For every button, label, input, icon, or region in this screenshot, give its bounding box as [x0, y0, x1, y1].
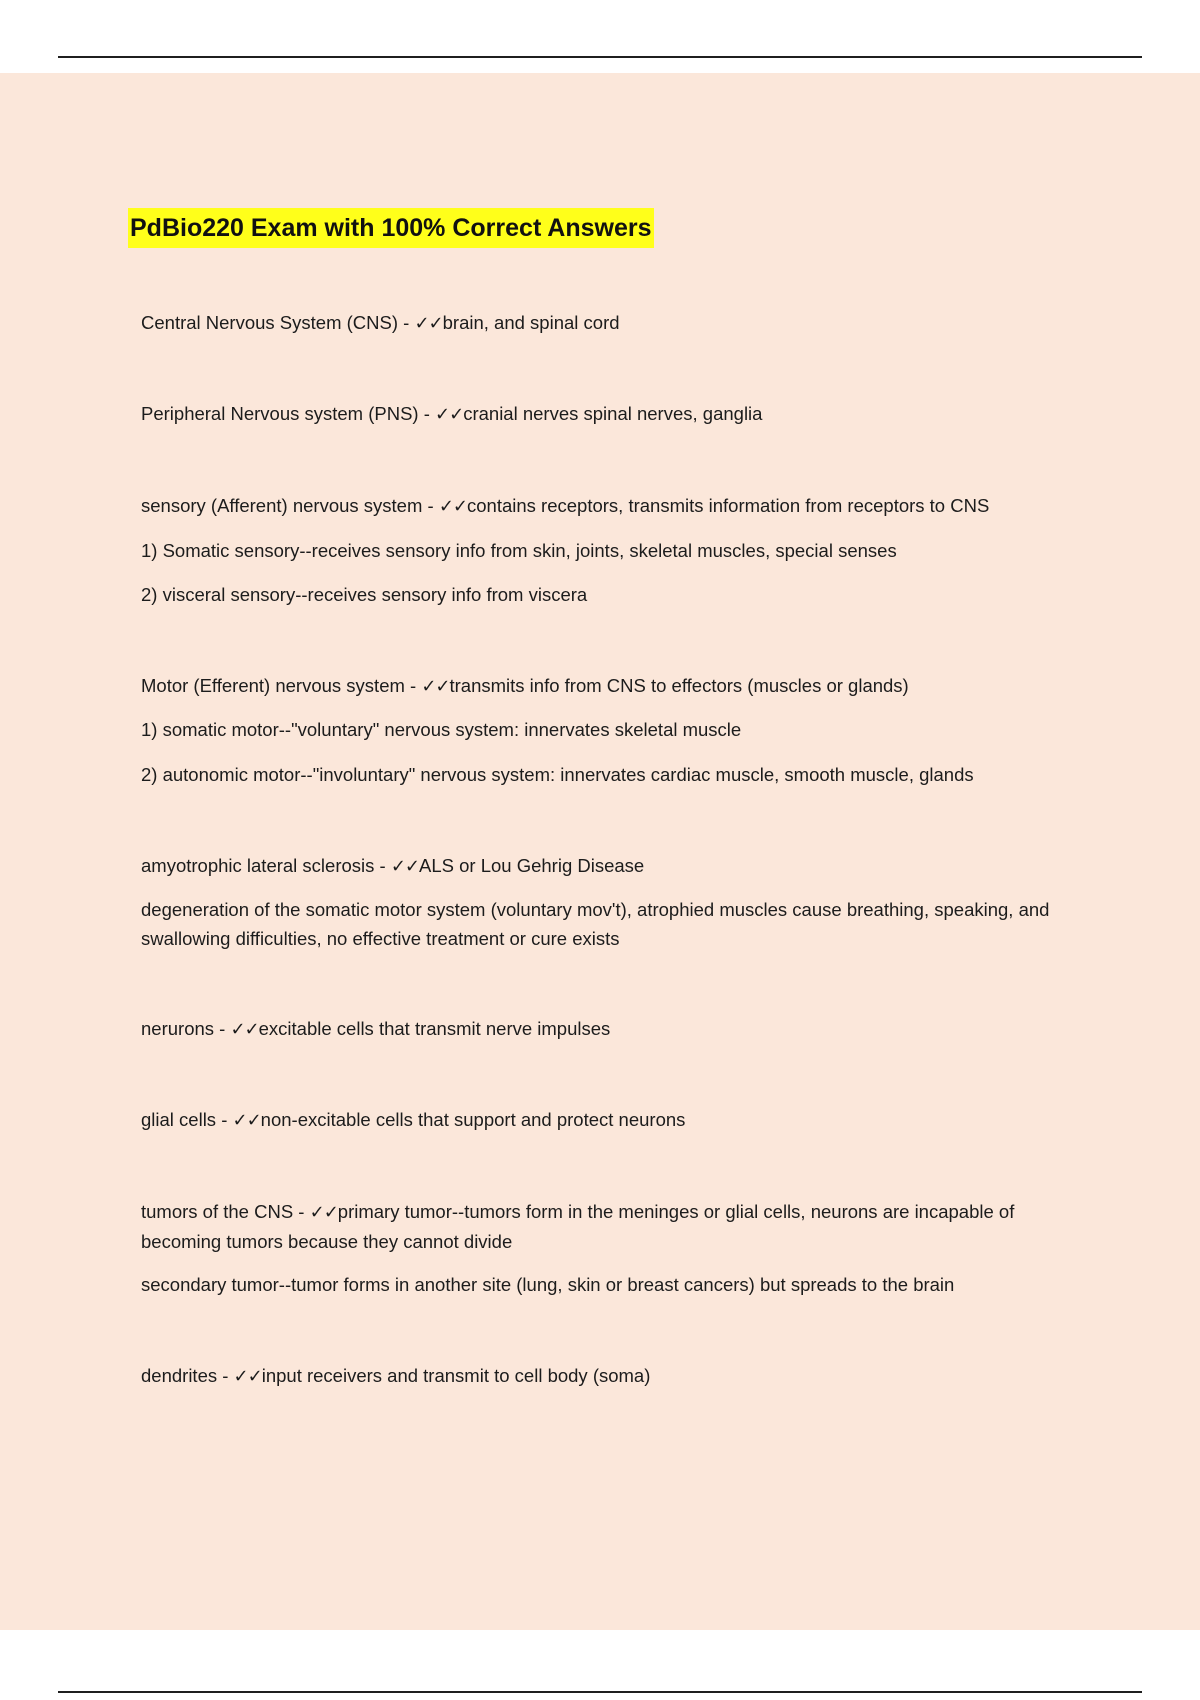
double-check-icon: ✓✓ — [232, 1110, 261, 1131]
entry-term: Peripheral Nervous system (PNS) - — [141, 403, 436, 424]
entry-answer: excitable cells that transmit nerve impulses — [258, 1018, 611, 1039]
entry-dendrites — [141, 1362, 1081, 1391]
entry-cns — [141, 309, 1081, 338]
entry-term: Central Nervous System (CNS) - — [141, 312, 415, 333]
footer-rule — [58, 1691, 1142, 1693]
entry-answer: ALS or Lou Gehrig Disease — [419, 855, 645, 876]
double-check-icon: ✓✓ — [438, 496, 467, 517]
entry-term: sensory (Afferent) nervous system - — [141, 495, 439, 516]
entry-tumors — [141, 1198, 1081, 1256]
double-check-icon: ✓✓ — [390, 856, 420, 877]
entry-term: tumors of the CNS - — [141, 1201, 310, 1222]
double-check-icon: ✓✓ — [421, 676, 450, 697]
double-check-icon: ✓✓ — [435, 404, 464, 425]
double-check-icon: ✓✓ — [233, 1366, 262, 1387]
entry-answer: cranial nerves spinal nerves, ganglia — [463, 403, 763, 424]
entry-motor — [141, 672, 1081, 701]
entry-detail: 2) autonomic motor--"involuntary" nervous system: innervates cardiac muscle, smooth muscle, glands — [141, 764, 974, 785]
entry-detail: 1) somatic motor--"voluntary" nervous system: innervates skeletal muscle — [141, 719, 742, 740]
entry-neurons — [141, 1015, 1081, 1044]
entry-detail: 2) visceral sensory--receives sensory info from viscera — [141, 584, 588, 605]
entry-term: amyotrophic lateral sclerosis - — [141, 855, 391, 876]
entry-answer: contains receptors, transmits information from receptors to CNS — [467, 495, 990, 516]
entry-detail: secondary tumor--tumor forms in another site (lung, skin or breast cancers) but spreads to the brain — [141, 1274, 955, 1295]
entry-answer: transmits info from CNS to effectors (muscles or glands) — [449, 675, 909, 696]
entry-sensory — [141, 492, 1081, 521]
entry-answer: non-excitable cells that support and protect neurons — [260, 1109, 686, 1130]
entry-detail: 1) Somatic sensory--receives sensory info from skin, joints, skeletal muscles, special senses — [141, 540, 897, 561]
header-rule — [58, 56, 1142, 58]
document-title: PdBio220 Exam with 100% Correct Answers — [128, 208, 654, 248]
entry-als — [141, 852, 1081, 881]
entry-pns — [141, 400, 1081, 429]
entry-answer: primary tumor--tumors form in the meninges or glial cells, neurons are incapable of becoming tumors because they cannot divide — [141, 1201, 1015, 1252]
double-check-icon: ✓✓ — [414, 313, 443, 334]
double-check-icon: ✓✓ — [309, 1202, 338, 1223]
entry-term: dendrites - — [141, 1365, 234, 1386]
entry-term: glial cells - — [141, 1109, 233, 1130]
entry-answer: input receivers and transmit to cell body (soma) — [261, 1365, 651, 1386]
double-check-icon: ✓✓ — [230, 1019, 259, 1040]
entry-detail: degeneration of the somatic motor system (voluntary mov't), atrophied muscles cause breathing, speaking, and swallowing difficulties, no effective treatment or cure exists — [141, 899, 1050, 949]
entry-glial — [141, 1106, 1081, 1135]
entry-term: nerurons - — [141, 1018, 231, 1039]
entry-term: Motor (Efferent) nervous system - — [141, 675, 422, 696]
entry-answer: brain, and spinal cord — [442, 312, 620, 333]
